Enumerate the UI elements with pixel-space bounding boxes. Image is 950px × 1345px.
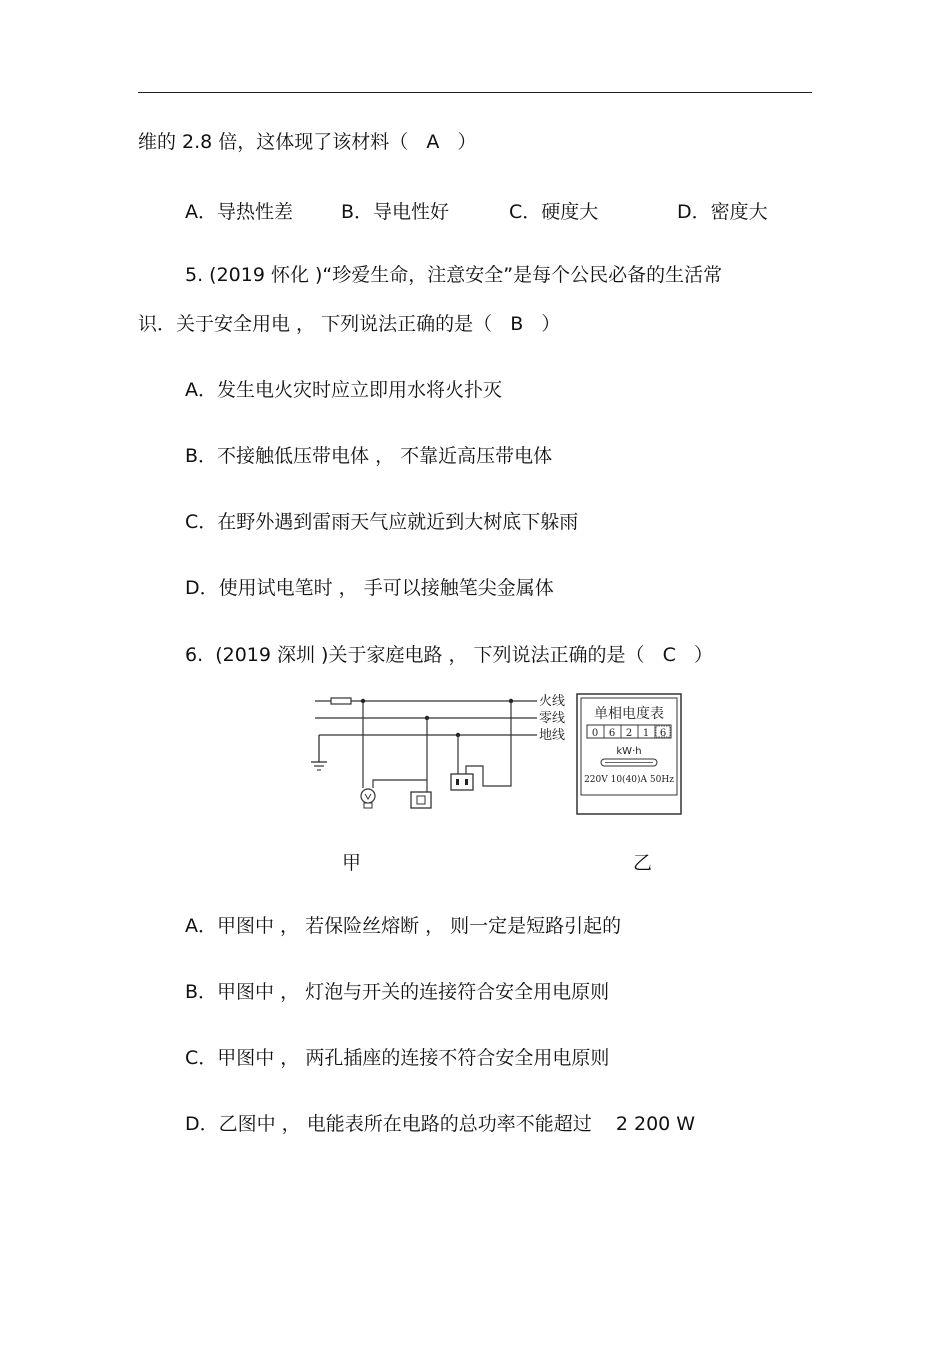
q5-stem-line1: 5. (2019 怀化 )“珍爱生命，注意安全”是每个公民必备的生活常 bbox=[185, 264, 723, 286]
q4-stem-end: 维的 2.8 倍，这体现了该材料（ A ） bbox=[138, 131, 477, 153]
q5-option-a: A．发生电火灾时应立即用水将火扑灭 bbox=[185, 379, 502, 401]
wire-label-neutral: 零线 bbox=[539, 711, 566, 726]
q5-option-b: B．不接触低压带电体 ， 不靠近高压带电体 bbox=[185, 445, 553, 467]
q4-option-d: D．密度大 bbox=[677, 201, 768, 223]
electricity-meter bbox=[577, 694, 681, 814]
q5-option-d: D．使用试电笔时 ， 手可以接触笔尖金属体 bbox=[185, 577, 554, 599]
meter-spec: 220V 10(40)A 50Hz bbox=[584, 775, 674, 785]
q4-option-a: A．导热性差 bbox=[185, 201, 293, 223]
q6-option-d: D．乙图中 ， 电能表所在电路的总功率不能超过 2 200 W bbox=[185, 1113, 696, 1135]
q4-option-b: B．导电性好 bbox=[341, 201, 450, 223]
two-pin-socket-icon bbox=[451, 774, 473, 790]
q5-option-c: C．在野外遇到雷雨天气应就近到大树底下躲雨 bbox=[185, 511, 579, 533]
switch-icon bbox=[411, 792, 431, 808]
q5-stem-line2: 识．关于安全用电 ， 下列说法正确的是（ B ） bbox=[138, 313, 561, 335]
circuit-figure bbox=[305, 690, 685, 818]
meter-digit: 6 bbox=[608, 728, 616, 739]
figure-caption-yi: 乙 bbox=[633, 852, 653, 874]
wire-label-live: 火线 bbox=[539, 694, 566, 709]
q6-option-b: B．甲图中 ， 灯泡与开关的连接符合安全用电原则 bbox=[185, 981, 610, 1003]
meter-digit: 1 bbox=[642, 728, 650, 739]
meter-digit: 2 bbox=[625, 728, 633, 739]
meter-unit: kW·h bbox=[616, 746, 642, 757]
fuse-icon bbox=[331, 698, 351, 704]
meter-title: 单相电度表 bbox=[594, 706, 664, 722]
header-rule bbox=[138, 92, 812, 93]
meter-digit-decimal: 6 bbox=[659, 728, 667, 739]
q4-option-c: C．硬度大 bbox=[509, 201, 599, 223]
meter-digit: 0 bbox=[591, 728, 599, 739]
q6-stem: 6. (2019 深圳 )关于家庭电路 ， 下列说法正确的是（ C ） bbox=[185, 644, 714, 666]
q6-option-c: C．甲图中 ， 两孔插座的连接不符合安全用电原则 bbox=[185, 1047, 610, 1069]
wire-label-earth: 地线 bbox=[539, 728, 566, 743]
lamp-icon bbox=[361, 789, 375, 808]
ground-icon bbox=[311, 762, 327, 770]
figure-caption-jia: 甲 bbox=[342, 852, 362, 874]
q6-option-a: A．甲图中 ， 若保险丝熔断 ， 则一定是短路引起的 bbox=[185, 915, 622, 937]
